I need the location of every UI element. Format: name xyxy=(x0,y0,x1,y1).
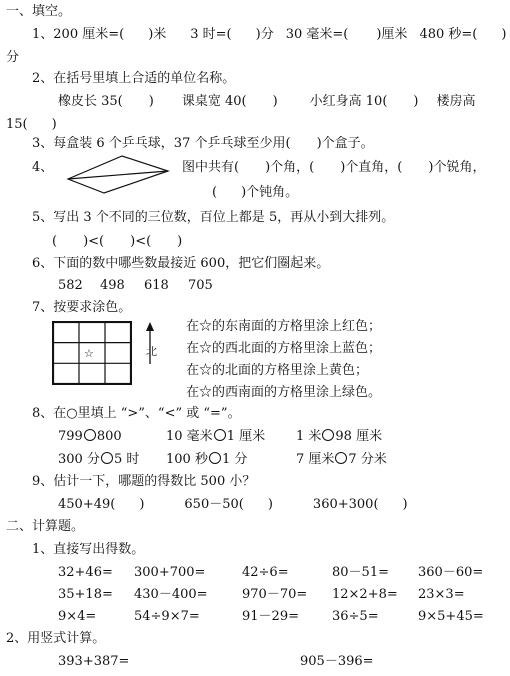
q9-line xyxy=(58,497,408,513)
calc-r2-c3: 970－70= xyxy=(242,587,308,602)
compare-circle-icon[interactable] xyxy=(209,452,221,464)
q8-right: 7 分米 xyxy=(348,452,387,467)
q1-part-h: ) xyxy=(501,27,507,42)
q8-title: 8、在○里填上 “>”、“<” 或 “=”。 xyxy=(32,406,241,421)
q9-part-e: 360+300( xyxy=(312,497,379,512)
q2-part-a: 橡皮长 35( xyxy=(58,94,123,109)
vertical-calc-2: 905－396= xyxy=(300,654,374,669)
section-two-title: 二、计算题。 xyxy=(6,519,85,534)
q1-part-d: )分 xyxy=(255,27,274,42)
q9-part-a: 450+49( xyxy=(58,497,116,512)
q6-title: 6、下面的数中哪些数最接近 600，把它们圈起来。 xyxy=(32,256,330,271)
q7-instruction-3: 在☆的北面的方格里涂上黄色； xyxy=(186,363,369,378)
q5-part-c: )<( xyxy=(130,234,152,249)
compare-circle-icon[interactable] xyxy=(335,452,347,464)
q4-part-b: )个角，( xyxy=(265,160,315,175)
q2-part-d: ) xyxy=(272,94,278,109)
calc-r3-c2: 54÷9×7= xyxy=(134,609,200,624)
q6-num-3[interactable]: 618 xyxy=(144,278,169,293)
q3-line xyxy=(32,136,374,152)
q9-title: 9、估计一下，哪题的得数比 500 小？ xyxy=(32,474,256,489)
q8-item-2 xyxy=(166,429,265,445)
q2-part-g: 楼房高 xyxy=(436,94,476,109)
calc-r3-c5: 9×5+45= xyxy=(418,609,484,624)
q1-part-c: 3 时=( xyxy=(190,27,232,42)
calc-r1-c3: 42÷6= xyxy=(242,565,289,580)
q2-part-f: ) xyxy=(413,94,419,109)
triangle-figure xyxy=(64,155,172,195)
q2-line xyxy=(58,94,476,110)
q9-part-c: 650－50( xyxy=(184,497,244,512)
q8-item-3 xyxy=(296,429,382,445)
q6-num-4[interactable]: 705 xyxy=(188,278,213,293)
calc-r2-c5: 23×3= xyxy=(418,587,465,602)
q1-part-e: 30 毫米=( xyxy=(285,27,349,42)
q2-part-e: 小红身高 10( xyxy=(309,94,388,109)
q1-wrap: 分 xyxy=(6,50,20,65)
q8-right: 1 厘米 xyxy=(226,429,266,444)
q8-left: 100 秒 xyxy=(166,452,208,467)
compare-circle-icon[interactable] xyxy=(101,452,113,464)
q5-line xyxy=(52,234,182,250)
s2-2-title: 2、用竖式计算。 xyxy=(6,631,106,646)
q4-line2 xyxy=(212,185,298,201)
q5-title: 5、写出 3 个不同的三位数，百位上都是 5，再从小到大排列。 xyxy=(32,210,395,225)
q6-num-1[interactable]: 582 xyxy=(58,278,83,293)
q7-instruction-2: 在☆的西北面的方格里涂上蓝色； xyxy=(186,341,382,356)
calc-r1-c1: 32+46= xyxy=(58,565,113,580)
calc-r1-c2: 300+700= xyxy=(134,565,206,580)
q8-left: 1 米 xyxy=(296,429,322,444)
q9-part-f: ) xyxy=(402,497,408,512)
q1-line xyxy=(32,27,506,43)
q8-right: 800 xyxy=(96,429,122,444)
q2-wrap xyxy=(6,117,57,133)
q8-right: 5 时 xyxy=(113,452,140,467)
q3-part-b: )个盒子。 xyxy=(316,136,374,151)
compare-circle-icon[interactable] xyxy=(322,429,334,441)
vertical-calc-1: 393+387= xyxy=(58,654,130,669)
q3-part-a: 3、每盒装 6 个乒乓球，37 个乒乓球至少用( xyxy=(32,136,291,151)
calc-r2-c2: 430－400= xyxy=(134,587,208,602)
q4-part-d: )个锐角， xyxy=(428,160,486,175)
calc-r3-c3: 91－29= xyxy=(242,609,299,624)
q8-right: 1 分 xyxy=(221,452,248,467)
q4-number: 4、 xyxy=(32,160,54,175)
compare-circle-icon[interactable] xyxy=(214,429,226,441)
calc-r2-c4: 12×2+8= xyxy=(332,587,398,602)
q8-left: 7 厘米 xyxy=(296,452,335,467)
q1-part-g: 480 秒=( xyxy=(419,27,478,42)
section-one-title: 一、填空。 xyxy=(6,4,72,19)
q8-left: 799 xyxy=(58,429,83,444)
q8-item-1 xyxy=(58,429,122,445)
q7-instruction-1: 在☆的东南面的方格里涂上红色； xyxy=(186,319,382,334)
q5-part-a: ( xyxy=(52,234,58,249)
q8-item-4 xyxy=(58,452,139,468)
q2-wrap-a: 15( xyxy=(6,117,28,132)
calc-r3-c4: 36÷5= xyxy=(332,609,379,624)
q4-line1 xyxy=(182,160,485,176)
q9-part-b: ) xyxy=(139,497,145,512)
q9-part-d: ) xyxy=(267,497,273,512)
q4-part-f: )个钝角。 xyxy=(241,185,299,200)
star-icon: ☆ xyxy=(84,347,94,360)
calc-r2-c1: 35+18= xyxy=(58,587,113,602)
q4-part-e: ( xyxy=(212,185,218,200)
q6-num-2[interactable]: 498 xyxy=(100,278,125,293)
s2-1-title: 1、直接写出得数。 xyxy=(32,542,145,557)
q1-part-b: )米 xyxy=(148,27,167,42)
q8-right: 98 厘米 xyxy=(335,429,383,444)
calc-r3-c1: 9×4= xyxy=(58,609,97,624)
calc-r1-c5: 360－60= xyxy=(418,565,484,580)
q8-item-5 xyxy=(166,452,247,468)
q4-part-a: 图中共有( xyxy=(182,160,240,175)
q8-item-6 xyxy=(296,452,387,468)
q5-part-b: )<( xyxy=(83,234,105,249)
q2-title: 2、在括号里填上合适的单位名称。 xyxy=(32,71,236,86)
q1-part-f: )厘米 xyxy=(376,27,408,42)
calc-r1-c4: 80－51= xyxy=(332,565,389,580)
q1-part-a: 1、200 厘米=( xyxy=(32,27,125,42)
q5-part-d: ) xyxy=(177,234,183,249)
q7-instruction-4: 在☆的西南面的方格里涂上绿色。 xyxy=(186,385,382,400)
north-label: 北 xyxy=(146,345,157,358)
q2-wrap-b: ) xyxy=(51,117,57,132)
q4-part-c: )个直角，( xyxy=(340,160,403,175)
q2-part-c: 课桌宽 40( xyxy=(181,94,247,109)
q2-part-b: ) xyxy=(148,94,154,109)
q8-left: 300 分 xyxy=(58,452,100,467)
compare-circle-icon[interactable] xyxy=(84,429,96,441)
q8-left: 10 毫米 xyxy=(166,429,213,444)
q7-title: 7、按要求涂色。 xyxy=(32,300,132,315)
